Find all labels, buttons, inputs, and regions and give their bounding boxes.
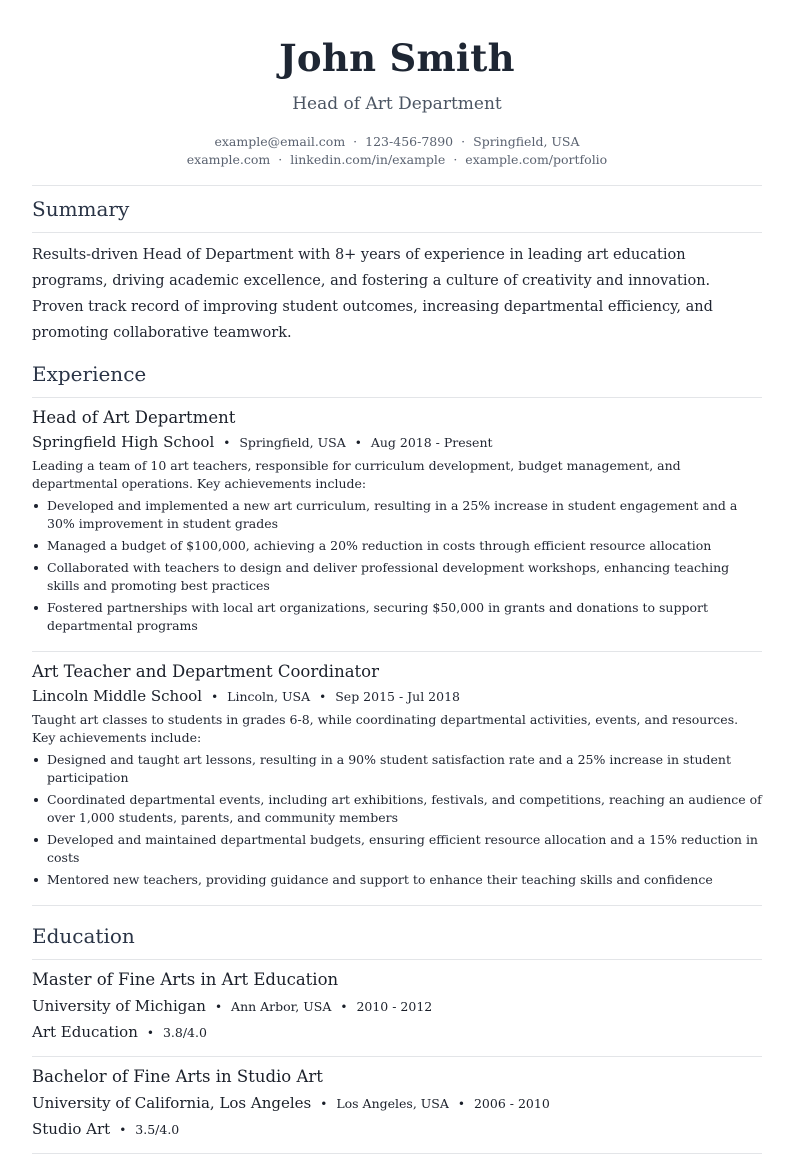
contact-separator: · — [353, 134, 358, 149]
summary-text: Results-driven Head of Department with 8+ years of experience in leading art education programs, driving academic excellence, and fostering a culture of creativity and innovation. Proven track record of improving student outcomes, increasing departmental efficiency, and promoting collaborative teamwork. — [32, 247, 713, 341]
meta-bullet: • — [146, 1026, 154, 1040]
achievement-item: Developed and implemented a new art curriculum, resulting in a 25% increase in student engagement and a 30% improvement in student grades — [32, 497, 762, 533]
contact-separator: · — [453, 152, 458, 167]
experience-entry — [32, 652, 762, 905]
job-meta — [32, 686, 762, 707]
job-position: Head of Art Department — [32, 408, 236, 427]
meta-bullet: • — [214, 1000, 223, 1014]
achievement-item: Mentored new teachers, providing guidance and support to enhance their teaching skills and confidence — [32, 871, 762, 889]
job-position: Art Teacher and Department Coordinator — [32, 662, 379, 681]
education-field-line — [32, 1119, 762, 1140]
summary-title: Summary — [32, 197, 130, 221]
job-location: Springfield, USA — [239, 435, 346, 450]
job-dates: Sep 2015 - Jul 2018 — [335, 689, 460, 704]
meta-bullet: • — [223, 436, 231, 450]
candidate-headline: Head of Art Department — [292, 94, 502, 114]
contact-line-1 — [32, 133, 762, 151]
achievement-item: Designed and taught art lessons, resulting in a 90% student satisfaction rate and a 25% increase in student participation — [32, 751, 762, 787]
education-meta — [32, 1093, 762, 1114]
experience-section — [32, 351, 762, 906]
job-location: Lincoln, USA — [227, 689, 311, 704]
contact-separator: · — [278, 152, 283, 167]
education-entry — [32, 960, 762, 1056]
education-meta — [32, 996, 762, 1017]
meta-bullet: • — [354, 436, 362, 450]
candidate-name: John Smith — [279, 36, 515, 80]
contact-location: Springfield, USA — [473, 134, 580, 149]
education-dates: 2006 - 2010 — [473, 1096, 550, 1111]
achievement-item: Developed and maintained departmental budgets, ensuring efficient resource allocation and a 15% reduction in costs — [32, 831, 762, 867]
education-section — [32, 906, 762, 1154]
degree-title: Master of Fine Arts in Art Education — [32, 970, 339, 989]
contact-separator: · — [461, 134, 466, 149]
gpa-value: 3.5/4.0 — [135, 1122, 180, 1137]
resume-header — [32, 0, 762, 169]
achievement-list — [32, 497, 762, 635]
job-dates: Aug 2018 - Present — [370, 435, 493, 450]
job-description: Taught art classes to students in grades 6-8, while coordinating departmental activities, events, and resources. Key achievements include: — [32, 712, 739, 745]
education-field-line — [32, 1022, 762, 1043]
education-entry — [32, 1057, 762, 1153]
gpa-value: 3.8/4.0 — [162, 1025, 207, 1040]
achievement-list — [32, 751, 762, 889]
contact-email[interactable]: example@email.com — [214, 134, 346, 149]
institution-location: Ann Arbor, USA — [231, 999, 332, 1014]
meta-bullet: • — [320, 1097, 328, 1111]
education-title: Education — [32, 924, 135, 948]
meta-bullet: • — [119, 1123, 127, 1137]
contact-portfolio[interactable]: example.com/portfolio — [465, 152, 608, 167]
institution-name: University of Michigan — [32, 997, 206, 1015]
meta-bullet: • — [211, 690, 219, 704]
field-of-study: Art Education — [32, 1023, 138, 1041]
education-dates: 2010 - 2012 — [356, 999, 433, 1014]
summary-section — [32, 186, 762, 351]
contact-linkedin[interactable]: linkedin.com/in/example — [290, 152, 446, 167]
job-description: Leading a team of 10 art teachers, responsible for curriculum development, budget management, and departmental operations. Key achievements include: — [32, 458, 681, 491]
meta-bullet: • — [340, 1000, 348, 1014]
experience-entry — [32, 398, 762, 651]
achievement-item: Managed a budget of $100,000, achieving a 20% reduction in costs through efficient resource allocation — [32, 537, 762, 555]
meta-bullet: • — [319, 690, 327, 704]
job-organization: Springfield High School — [32, 433, 215, 451]
job-meta — [32, 432, 762, 453]
experience-title: Experience — [32, 362, 147, 386]
contact-phone[interactable]: 123-456-7890 — [365, 134, 454, 149]
meta-bullet: • — [457, 1097, 465, 1111]
institution-name: University of California, Los Angeles — [32, 1094, 312, 1112]
contact-line-2 — [32, 151, 762, 169]
institution-location: Los Angeles, USA — [336, 1096, 449, 1111]
job-organization: Lincoln Middle School — [32, 687, 203, 705]
field-of-study: Studio Art — [32, 1120, 111, 1138]
achievement-item: Coordinated departmental events, including art exhibitions, festivals, and competitions, reaching an audience of over 1,000 students, parents, and community members — [32, 791, 762, 827]
contact-website[interactable]: example.com — [186, 152, 271, 167]
achievement-item: Collaborated with teachers to design and deliver professional development workshops, enhancing teaching skills and promoting best practices — [32, 559, 762, 595]
degree-title: Bachelor of Fine Arts in Studio Art — [32, 1067, 323, 1086]
achievement-item: Fostered partnerships with local art organizations, securing $50,000 in grants and donations to support departmental programs — [32, 599, 762, 635]
